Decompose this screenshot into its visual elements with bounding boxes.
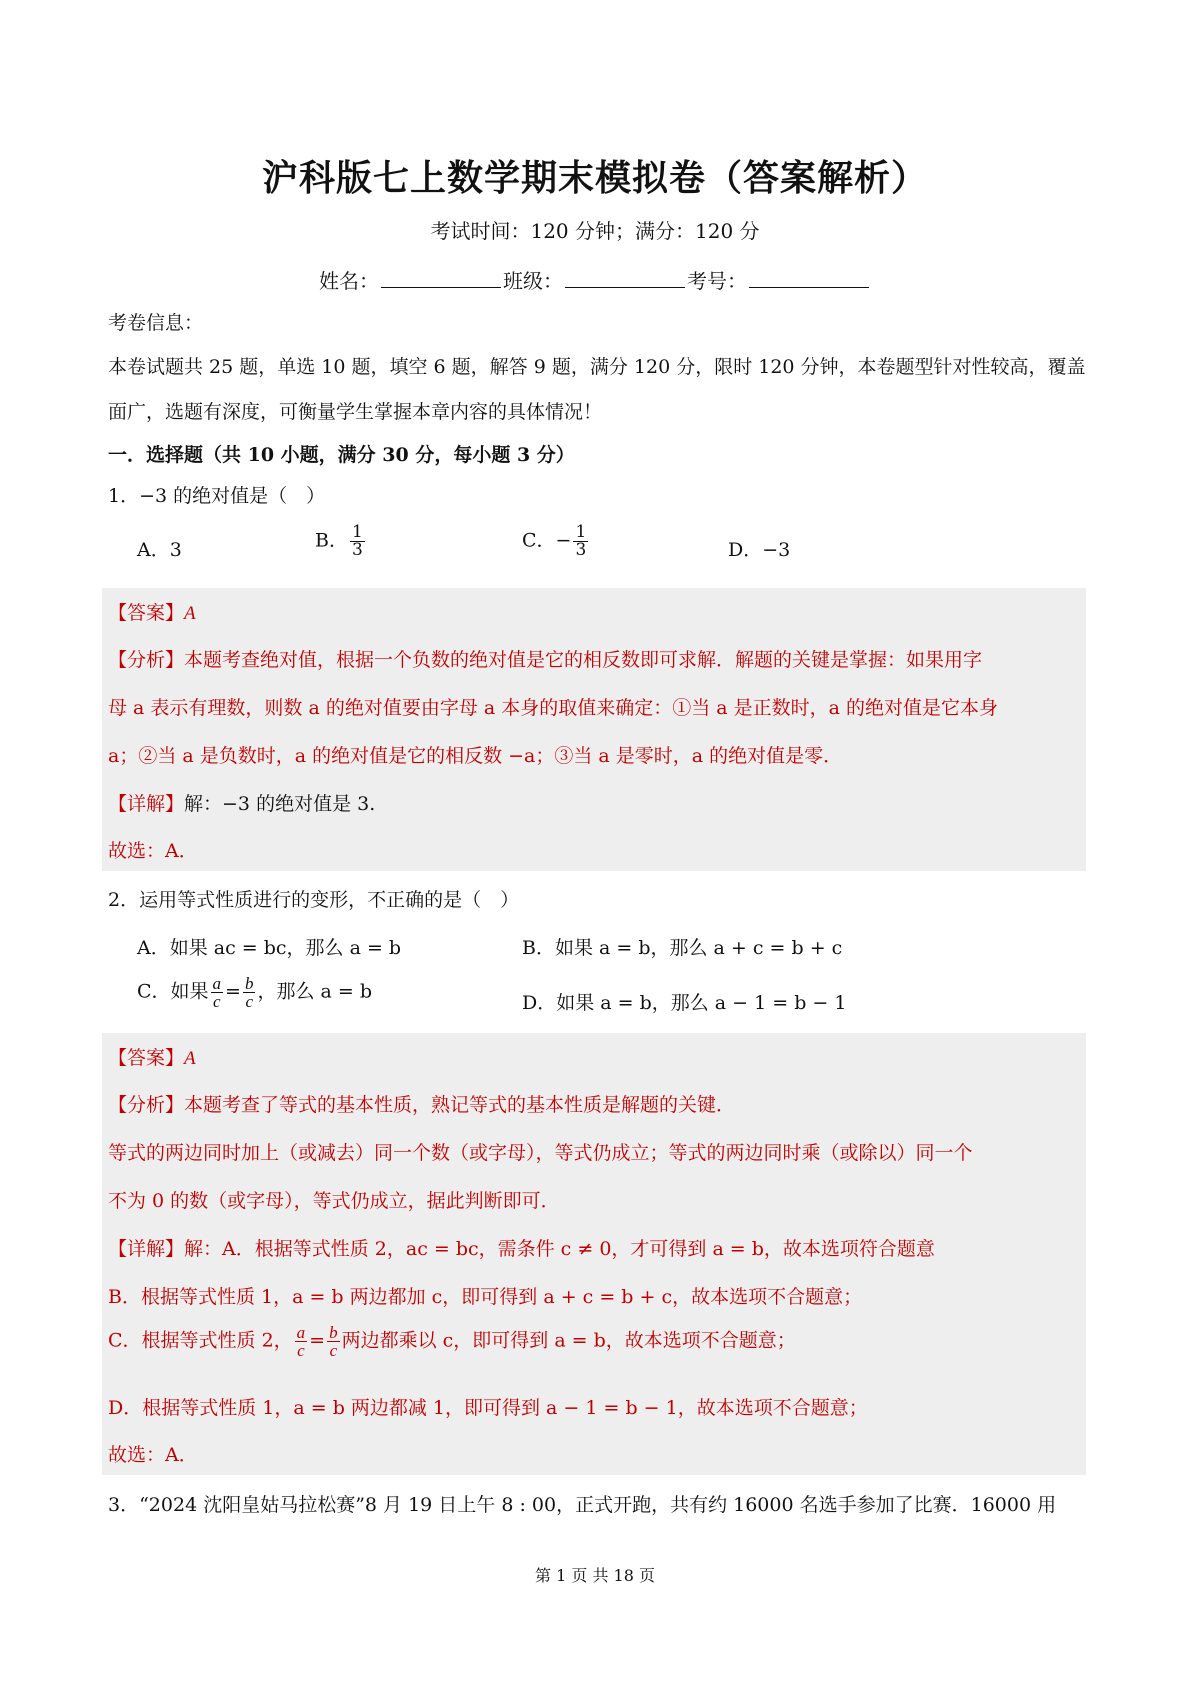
q2-option-c: C．如果 $\frac{a}{c}$ = $\frac{b}{c}$ ，那么 a = b — [137, 974, 372, 1011]
class-blank — [565, 267, 685, 288]
q1-analysis-3: a；②当 a 是负数时，a 的绝对值是它的相反数 −a；③当 a 是零时，a 的绝对值是零． — [108, 745, 843, 767]
answer-label: 【答案】 — [108, 1047, 185, 1069]
fraction-numerator: a — [212, 974, 222, 993]
answer-value: A — [184, 1048, 196, 1069]
fraction-denominator: c — [245, 992, 253, 1011]
info-line-2: 面广，选题有深度，可衡量学生掌握本章内容的具体情况！ — [108, 401, 603, 423]
q2-detail-b: B．根据等式性质 1，a = b 两边都加 c，即可得到 a + c = b + c，故本选项不合题意； — [108, 1286, 863, 1308]
q1-solution-box — [102, 588, 1086, 871]
q1-option-c-fraction — [573, 524, 588, 559]
student-fields — [0, 265, 1190, 294]
analysis-text: 本题考查了等式的基本性质，熟记等式的基本性质是解题的关键． — [184, 1094, 736, 1116]
q2-analysis-2: 等式的两边同时加上（或减去）同一个数（或字母），等式仍成立；等式的两边同时乘（或除以）同一个 — [108, 1142, 973, 1164]
exam-subtitle: 考试时间：120 分钟；满分：120 分 — [430, 219, 760, 243]
q1-analysis-1 — [108, 645, 982, 672]
info-label: 考卷信息： — [108, 312, 204, 334]
page-title: 沪科版七上数学期末模拟卷（答案解析） — [261, 158, 928, 199]
option-c-suffix: ，那么 a = b — [257, 980, 372, 1003]
fraction-numerator: 1 — [351, 522, 363, 542]
fraction-denominator: c — [329, 1341, 338, 1360]
q2-option-d: D．如果 a = b，那么 a − 1 = b − 1 — [522, 992, 847, 1014]
q2-option-a: A．如果 ac = bc，那么 a = b — [137, 937, 402, 959]
q1-choose: 故选：A． — [108, 840, 198, 862]
q1-detail — [108, 789, 375, 816]
option-c-prefix: C．如果 — [137, 980, 209, 1003]
q1-answer — [108, 598, 196, 625]
detail-label: 【详解】 — [108, 793, 185, 815]
q2-option-c-fraction-left — [211, 975, 224, 1010]
fraction-denominator: c — [297, 1341, 305, 1360]
fraction-denominator: c — [213, 992, 221, 1011]
q2-choose: 故选：A． — [108, 1444, 198, 1466]
detail-text: 解：A．根据等式性质 2，ac = bc，需条件 c ≠ 0，才可得到 a = b，故本选项符合题意 — [184, 1238, 935, 1260]
name-blank — [381, 267, 501, 288]
q2-detail-fraction-right — [327, 1324, 340, 1359]
fraction-numerator: a — [296, 1323, 306, 1342]
name-label: 姓名： — [319, 269, 379, 293]
fraction-numerator: b — [329, 1323, 338, 1342]
q2-option-b: B．如果 a = b，那么 a + c = b + c — [522, 937, 843, 959]
detail-c-prefix: C．根据等式性质 2， — [108, 1329, 293, 1352]
q1-option-b — [315, 524, 367, 559]
detail-c-suffix: 两边都乘以 c，即可得到 a = b，故本选项不合题意； — [341, 1329, 796, 1352]
q2-detail-a — [108, 1234, 935, 1261]
q2-detail-c: C．根据等式性质 2， $\frac{a}{c}$ = $\frac{b}{c}$ 两边都乘以 c，即可得到 a = b，故本选项不合题意； — [108, 1323, 796, 1360]
fraction-numerator: b — [244, 974, 254, 993]
class-label: 班级： — [503, 269, 563, 293]
q1-option-b-fraction — [350, 524, 365, 559]
answer-value: A — [184, 603, 196, 624]
q2-analysis-1 — [108, 1090, 735, 1117]
fraction-denominator: 3 — [351, 540, 363, 560]
q1-stem: 1．−3 的绝对值是（ ） — [108, 485, 326, 507]
detail-label: 【详解】 — [108, 1238, 185, 1260]
q2-stem: 2．运用等式性质进行的变形，不正确的是（ ） — [108, 889, 520, 911]
q1-option-c — [522, 524, 590, 559]
exam-no-blank — [749, 267, 869, 288]
q1-option-d: D．−3 — [728, 539, 791, 561]
analysis-label: 【分析】 — [108, 1094, 185, 1116]
fraction-numerator: 1 — [575, 522, 587, 542]
q2-detail-d: D．根据等式性质 1，a = b 两边都减 1，即可得到 a − 1 = b − 1，故本选项不合题意； — [108, 1397, 868, 1419]
exam-no-label: 考号： — [687, 269, 747, 293]
page-footer: 第 1 页 共 18 页 — [535, 1566, 655, 1585]
q1-option-c-prefix: C．− — [522, 529, 572, 552]
q1-analysis-2: 母 a 表示有理数，则数 a 的绝对值要由字母 a 本身的取值来确定：①当 a 是正数时，a 的绝对值是它本身 — [108, 697, 998, 719]
analysis-text: 本题考查绝对值，根据一个负数的绝对值是它的相反数即可求解．解题的关键是掌握：如果用字 — [184, 649, 983, 671]
q1-option-a: A．3 — [137, 539, 182, 561]
info-line-1: 本卷试题共 25 题，单选 10 题，填空 6 题，解答 9 题，满分 120 分，限时 120 分钟，本卷题型针对性较高，覆盖 — [108, 356, 1086, 378]
detail-text: 解：−3 的绝对值是 3. — [184, 793, 376, 815]
q2-analysis-3: 不为 0 的数（或字母），等式仍成立，据此判断即可． — [108, 1190, 560, 1212]
answer-label: 【答案】 — [108, 602, 185, 624]
q1-option-b-prefix: B． — [315, 529, 348, 552]
section-heading: 一．选择题（共 10 小题，满分 30 分，每小题 3 分） — [108, 444, 575, 466]
q3-stem: 3．“2024 沈阳皇姑马拉松赛”8 月 19 日上午 8 : 00，正式开跑，共有约 16000 名选手参加了比赛．16000 用 — [108, 1494, 1057, 1516]
q2-option-c-fraction-right — [243, 975, 256, 1010]
fraction-denominator: 3 — [575, 540, 587, 560]
q2-detail-fraction-left — [295, 1324, 308, 1359]
q2-answer — [108, 1043, 196, 1070]
analysis-label: 【分析】 — [108, 649, 185, 671]
